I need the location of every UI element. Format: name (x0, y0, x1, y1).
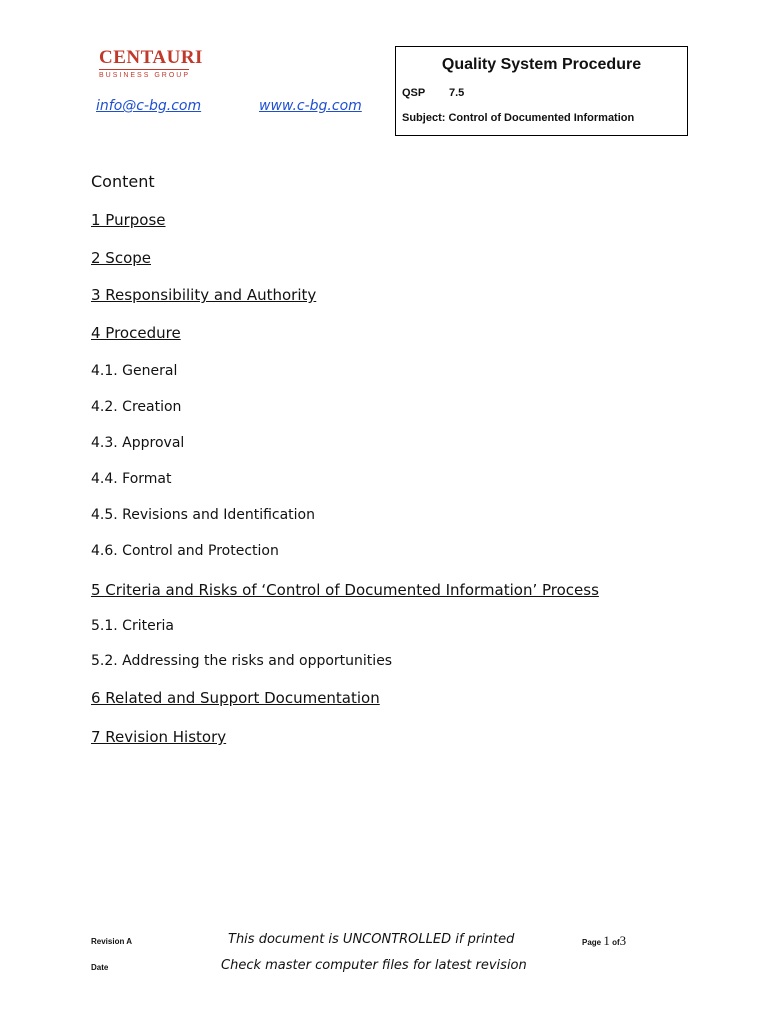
footer-check-master-note: Check master computer files for latest revision (221, 958, 527, 973)
page-of: of (612, 938, 620, 947)
page-label: Page (582, 938, 602, 947)
toc-item[interactable]: 4.1. General (91, 363, 178, 379)
toc-item[interactable]: 4.6. Control and Protection (91, 543, 279, 559)
toc-title: Content (91, 172, 155, 191)
footer-date-label: Date (91, 963, 109, 972)
company-logo (99, 48, 203, 79)
toc-item[interactable]: 1 Purpose (91, 211, 166, 229)
qsp-number: 7.5 (449, 87, 465, 99)
toc-item[interactable]: 5.2. Addressing the risks and opportunities (91, 653, 393, 669)
footer-page-indicator (582, 933, 626, 949)
toc-item[interactable]: 5.1. Criteria (91, 618, 174, 634)
toc-item[interactable]: 2 Scope (91, 249, 152, 267)
toc-item[interactable]: 3 Responsibility and Authority (91, 286, 317, 304)
logo-rule (99, 69, 189, 70)
footer-uncontrolled-note: This document is UNCONTROLLED if printed (228, 932, 515, 947)
page-current: 1 (603, 933, 610, 948)
toc-item[interactable]: 4.2. Creation (91, 399, 182, 415)
logo-wordmark: CENTAURI (99, 47, 203, 68)
procedure-title: Quality System Procedure (441, 56, 642, 73)
footer-revision: Revision A (91, 937, 133, 946)
website-link[interactable]: www.c-bg.com (259, 98, 362, 114)
toc-item[interactable]: 4 Procedure (91, 324, 181, 342)
toc-item[interactable]: 7 Revision History (91, 728, 227, 746)
toc-item[interactable]: 5 Criteria and Risks of ‘Control of Documented Information’ Process (91, 581, 599, 599)
page-total: 3 (619, 933, 627, 948)
toc-item[interactable]: 4.4. Format (91, 471, 172, 487)
procedure-subject: Subject: Control of Documented Information (402, 112, 635, 124)
email-link[interactable]: info@c-bg.com (96, 98, 202, 114)
procedure-header-box (395, 46, 688, 136)
qsp-label: QSP (402, 87, 426, 99)
toc-item[interactable]: 6 Related and Support Documentation (91, 689, 380, 707)
logo-subtitle: BUSINESS GROUP (99, 72, 191, 79)
toc-item[interactable]: 4.3. Approval (91, 435, 185, 451)
toc-item[interactable]: 4.5. Revisions and Identification (91, 507, 315, 523)
